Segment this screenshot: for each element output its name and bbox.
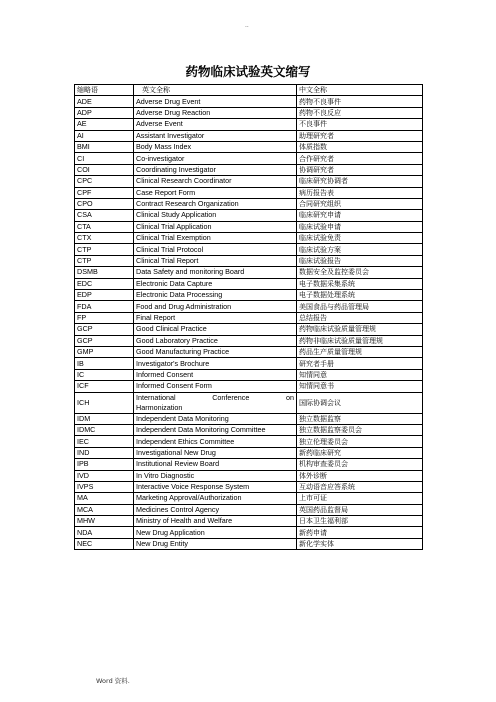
header-english-name: 英文全称 (134, 85, 297, 96)
abbreviation-cell: IDMC (75, 424, 134, 435)
chinese-name-cell: 协调研究者 (297, 164, 423, 175)
abbreviation-cell: ADE (75, 96, 134, 107)
table-row (75, 493, 423, 504)
english-name-cell: Good Clinical Practice (134, 324, 297, 335)
abbreviation-table (74, 84, 423, 550)
table-row (75, 164, 423, 175)
abbreviation-cell: GMP (75, 346, 134, 357)
english-name-cell: Contract Research Organization (134, 198, 297, 209)
table-row (75, 130, 423, 141)
abbreviation-cell: IEC (75, 436, 134, 447)
abbreviation-cell: EDP (75, 290, 134, 301)
abbreviation-cell: CTP (75, 255, 134, 266)
abbreviation-cell: CPC (75, 176, 134, 187)
chinese-name-cell: 助理研究者 (297, 130, 423, 141)
chinese-name-cell: 英国药品监督局 (297, 504, 423, 515)
english-name-cell: Interactive Voice Response System (134, 481, 297, 492)
english-name-cell: Final Report (134, 312, 297, 323)
english-name-cell: Independent Data Monitoring Committee (134, 424, 297, 435)
header-abbreviation: 缩略语 (75, 85, 134, 96)
english-name-cell: Medicines Control Agency (134, 504, 297, 515)
english-name-cell: Adverse Event (134, 119, 297, 130)
word: on (285, 392, 294, 402)
abbreviation-cell: NEC (75, 538, 134, 549)
english-name-cell: Assistant Investigator (134, 130, 297, 141)
chinese-name-cell: 体外诊断 (297, 470, 423, 481)
table-row (75, 413, 423, 424)
english-name-cell: Ministry of Health and Welfare (134, 516, 297, 527)
chinese-name-cell: 美国食品与药品管理局 (297, 301, 423, 312)
chinese-name-cell: 新药申请 (297, 527, 423, 538)
chinese-name-cell: 新药临床研究 (297, 447, 423, 458)
table-row (75, 527, 423, 538)
table-row (75, 107, 423, 118)
table-row (75, 538, 423, 549)
chinese-name-cell: 合同研究组织 (297, 198, 423, 209)
word: International (136, 392, 176, 402)
abbreviation-cell: COI (75, 164, 134, 175)
abbreviation-cell: ICF (75, 381, 134, 392)
table-row (75, 436, 423, 447)
english-name-cell: New Drug Entity (134, 538, 297, 549)
chinese-name-cell: 临床试验报告 (297, 255, 423, 266)
english-name-cell: Clinical Trial Application (134, 221, 297, 232)
table-row (75, 301, 423, 312)
table-row (75, 346, 423, 357)
abbreviation-cell: GCP (75, 335, 134, 346)
chinese-name-cell: 总结报告 (297, 312, 423, 323)
table-row (75, 459, 423, 470)
header-chinese-name: 中文全称 (297, 85, 423, 96)
table-row (75, 210, 423, 221)
table-row (75, 392, 423, 413)
abbreviation-cell: IVD (75, 470, 134, 481)
chinese-name-cell: 药物临床试验质量管理规 (297, 324, 423, 335)
english-name-cell: Informed Consent (134, 369, 297, 380)
table-header-row (75, 85, 423, 96)
abbreviation-cell: MCA (75, 504, 134, 515)
table-row (75, 470, 423, 481)
abbreviation-cell: CTX (75, 233, 134, 244)
footer-note: Word 资料. (96, 677, 130, 685)
abbreviation-cell: IND (75, 447, 134, 458)
abbreviation-cell: AE (75, 119, 134, 130)
english-name-cell: Investigator's Brochure (134, 358, 297, 369)
english-name-cell: Food and Drug Administration (134, 301, 297, 312)
english-name-cell: Body Mass Index (134, 141, 297, 152)
chinese-name-cell: 电子数据处理系统 (297, 290, 423, 301)
abbreviation-cell: IPB (75, 459, 134, 470)
table-row (75, 324, 423, 335)
english-name-cell: Institutional Review Board (134, 459, 297, 470)
english-name-cell: Data Safety and monitoring Board (134, 267, 297, 278)
table-row (75, 369, 423, 380)
english-name-cell: Clinical Research Coordinator (134, 176, 297, 187)
abbreviation-cell: IC (75, 369, 134, 380)
table-row (75, 119, 423, 130)
abbreviation-cell: CSA (75, 210, 134, 221)
english-name-cell: In Vitro Diagnostic (134, 470, 297, 481)
table-row (75, 244, 423, 255)
abbreviation-cell: CI (75, 153, 134, 164)
english-name-cell (134, 392, 297, 413)
english-name-cell: Electronic Data Capture (134, 278, 297, 289)
chinese-name-cell: 独立数据监察 (297, 413, 423, 424)
abbreviation-cell: EDC (75, 278, 134, 289)
table-row (75, 278, 423, 289)
english-name-cell: New Drug Application (134, 527, 297, 538)
abbreviation-cell: MHW (75, 516, 134, 527)
english-name-cell: Independent Data Monitoring (134, 413, 297, 424)
abbreviation-cell: IDM (75, 413, 134, 424)
chinese-name-cell: 独立伦理委员会 (297, 436, 423, 447)
abbreviation-cell: GCP (75, 324, 134, 335)
english-name-cell: Marketing Approval/Authorization (134, 493, 297, 504)
chinese-name-cell: 日本卫生福利部 (297, 516, 423, 527)
chinese-name-cell: 药品生产质量管理规 (297, 346, 423, 357)
table-row (75, 290, 423, 301)
chinese-name-cell: 体质指数 (297, 141, 423, 152)
table-row (75, 358, 423, 369)
table-row (75, 516, 423, 527)
table-row (75, 424, 423, 435)
chinese-name-cell: 临床研究申请 (297, 210, 423, 221)
abbreviation-cell: IB (75, 358, 134, 369)
chinese-name-cell: 知情同意 (297, 369, 423, 380)
chinese-name-cell: 电子数据采集系统 (297, 278, 423, 289)
english-name-cell: Clinical Study Application (134, 210, 297, 221)
word: Harmonization (136, 402, 183, 412)
english-name-cell: Co-investigator (134, 153, 297, 164)
chinese-name-cell: 机构审查委员会 (297, 459, 423, 470)
english-name-cell: Clinical Trial Protocol (134, 244, 297, 255)
table-row (75, 233, 423, 244)
header-mark: .. (245, 22, 249, 29)
abbreviation-cell: CTA (75, 221, 134, 232)
chinese-name-cell: 临床试验免责 (297, 233, 423, 244)
table-row (75, 176, 423, 187)
abbreviation-cell: BMI (75, 141, 134, 152)
table-row (75, 187, 423, 198)
abbreviation-cell: MA (75, 493, 134, 504)
chinese-name-cell: 药物不良反应 (297, 107, 423, 118)
abbreviation-cell: CPF (75, 187, 134, 198)
abbreviation-cell: AI (75, 130, 134, 141)
chinese-name-cell: 独立数据监察委员会 (297, 424, 423, 435)
english-name-cell: Informed Consent Form (134, 381, 297, 392)
english-name-cell: Good Laboratory Practice (134, 335, 297, 346)
table-row (75, 96, 423, 107)
chinese-name-cell: 临床试验申请 (297, 221, 423, 232)
chinese-name-cell: 不良事件 (297, 119, 423, 130)
chinese-name-cell: 研究者手册 (297, 358, 423, 369)
english-name-cell: Independent Ethics Committee (134, 436, 297, 447)
english-name-cell: Clinical Trial Report (134, 255, 297, 266)
english-name-cell: Good Manufacturing Practice (134, 346, 297, 357)
table-row (75, 198, 423, 209)
english-name-cell: Adverse Drug Reaction (134, 107, 297, 118)
chinese-name-cell: 新化学实体 (297, 538, 423, 549)
word: Conference (212, 392, 250, 402)
chinese-name-cell: 合作研究者 (297, 153, 423, 164)
chinese-name-cell: 临床研究协调者 (297, 176, 423, 187)
table-row (75, 481, 423, 492)
table-row (75, 141, 423, 152)
page-title: 药物临床试验英文缩写 (185, 64, 311, 79)
table-row (75, 221, 423, 232)
english-name-cell: Electronic Data Processing (134, 290, 297, 301)
abbreviation-cell: FP (75, 312, 134, 323)
chinese-name-cell: 国际协调会议 (297, 392, 423, 413)
abbreviation-cell: ADP (75, 107, 134, 118)
chinese-name-cell: 数据安全及监控委员会 (297, 267, 423, 278)
table-row (75, 335, 423, 346)
chinese-name-cell: 药物非临床试验质量管理规 (297, 335, 423, 346)
chinese-name-cell: 病历报告表 (297, 187, 423, 198)
abbreviation-cell: DSMB (75, 267, 134, 278)
english-name-cell: Coordinating Investigator (134, 164, 297, 175)
chinese-name-cell: 知情同意书 (297, 381, 423, 392)
chinese-name-cell: 临床试验方案 (297, 244, 423, 255)
abbreviation-cell: FDA (75, 301, 134, 312)
abbreviation-cell: CPO (75, 198, 134, 209)
table-row (75, 255, 423, 266)
english-name-cell: Case Report Form (134, 187, 297, 198)
abbreviation-cell: ICH (75, 392, 134, 413)
abbreviation-cell: NDA (75, 527, 134, 538)
english-name-cell: Clinical Trial Exemption (134, 233, 297, 244)
table-row (75, 312, 423, 323)
chinese-name-cell: 互动语音应答系统 (297, 481, 423, 492)
abbreviation-cell: CTP (75, 244, 134, 255)
table-body (75, 96, 423, 550)
table-row (75, 447, 423, 458)
abbreviation-cell: IVPS (75, 481, 134, 492)
table-row (75, 381, 423, 392)
table-row (75, 153, 423, 164)
table-row (75, 267, 423, 278)
chinese-name-cell: 药物不良事件 (297, 96, 423, 107)
table-row (75, 504, 423, 515)
english-name-cell: Adverse Drug Event (134, 96, 297, 107)
chinese-name-cell: 上市可证 (297, 493, 423, 504)
english-name-cell: Investigational New Drug (134, 447, 297, 458)
